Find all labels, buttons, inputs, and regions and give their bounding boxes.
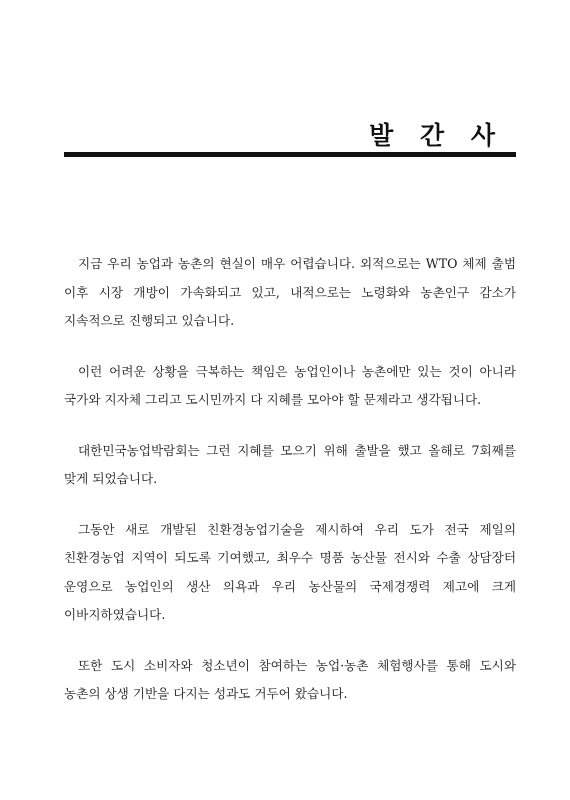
body-text — [64, 250, 516, 731]
paragraph-3: 대한민국농업박람회는 그런 지혜를 모으기 위해 출발을 했고 올해로 7회째를 맞게 되었습니다. — [64, 442, 516, 486]
paragraph-2: 이런 어려운 상황을 극복하는 책임은 농업인이나 농촌에만 있는 것이 아니라 국가와 지자체 그리고 도시민까지 다 지혜를 모아야 할 문제라고 생각됩니다. — [64, 363, 516, 407]
title-divider — [64, 152, 516, 157]
page-title: 발 간 사 — [369, 121, 504, 150]
paragraph-5: 또한 도시 소비자와 청소년이 참여하는 농업·농촌 체험행사를 통해 도시와 농촌의 상생 기반을 다지는 성과도 거두어 왔습니다. — [64, 657, 516, 701]
paragraph-4: 그동안 새로 개발된 친환경농업기술을 제시하여 우리 도가 전국 제일의 친환경농업 지역이 되도록 기여했고, 최우수 명품 농산물 전시와 수출 상담장터 운영으로 농업인의 생산 의욕과 우리 농산물의 국제경쟁력 제고에 크게 이바지하였습니다. — [64, 521, 516, 622]
paragraph-1: 지금 우리 농업과 농촌의 현실이 매우 어렵습니다. 외적으로는 WTO 체제 출범 이후 시장 개방이 가속화되고 있고, 내적으로는 노령화와 농촌인구 감소가 지속적으로 진행되고 있습니다. — [64, 256, 516, 328]
